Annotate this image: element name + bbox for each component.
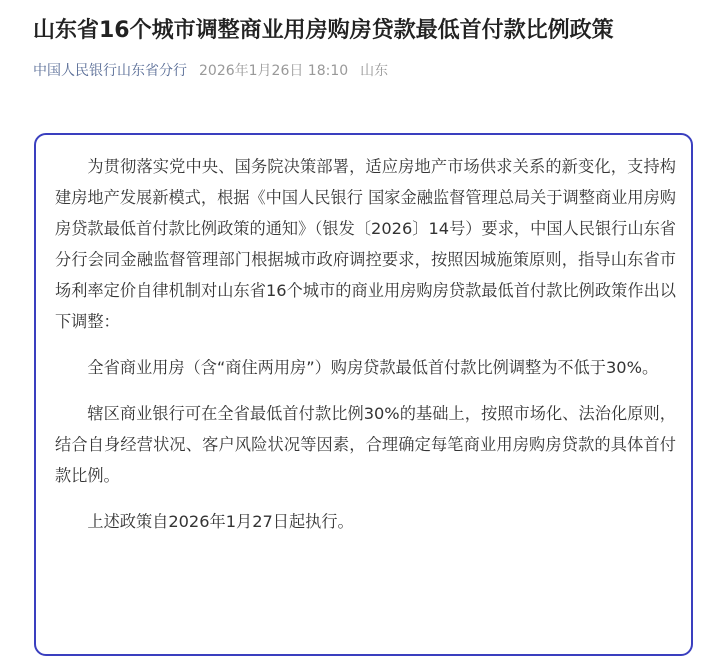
paragraph-effective-date: 上述政策自2026年1月27日起执行。 — [87, 512, 354, 531]
publish-location: 山东 — [360, 63, 389, 79]
paragraph-ratio: 全省商业用房（含“商住两用房”）购房贷款最低首付款比例调整为不低于30%。 — [87, 358, 659, 377]
article-title: 山东省16个城市调整商业用房购房贷款最低首付款比例政策 — [33, 18, 614, 43]
paragraph-banks: 辖区商业银行可在全省最低首付款比例30%的基础上，按照市场化、法治化原则，结合自身经营状况、客户风险状况等因素，合理确定每笔商业用房购房贷款的具体首付款比例。 — [55, 404, 676, 485]
paragraph-intro: 为贯彻落实党中央、国务院决策部署，适应房地产市场供求关系的新变化，支持构建房地产发展新模式，根据《中国人民银行 国家金融监督管理总局关于调整商业用房购房贷款最低首付款比例政策的通知》（银发〔2026〕14号）要求，中国人民银行山东省分行会同金融监督管理部门根据城市政府调控要求，按照因城施策原则，指导山东省市场利率定价自律机制对山东省16个城市的商业用房购房贷款最低首付款比例政策作出以下调整： — [55, 157, 676, 331]
article-content-box — [34, 133, 693, 656]
article-meta — [33, 60, 388, 82]
publish-date: 2026年1月26日 18:10 — [199, 63, 349, 79]
source-link[interactable]: 中国人民银行山东省分行 — [33, 63, 187, 79]
